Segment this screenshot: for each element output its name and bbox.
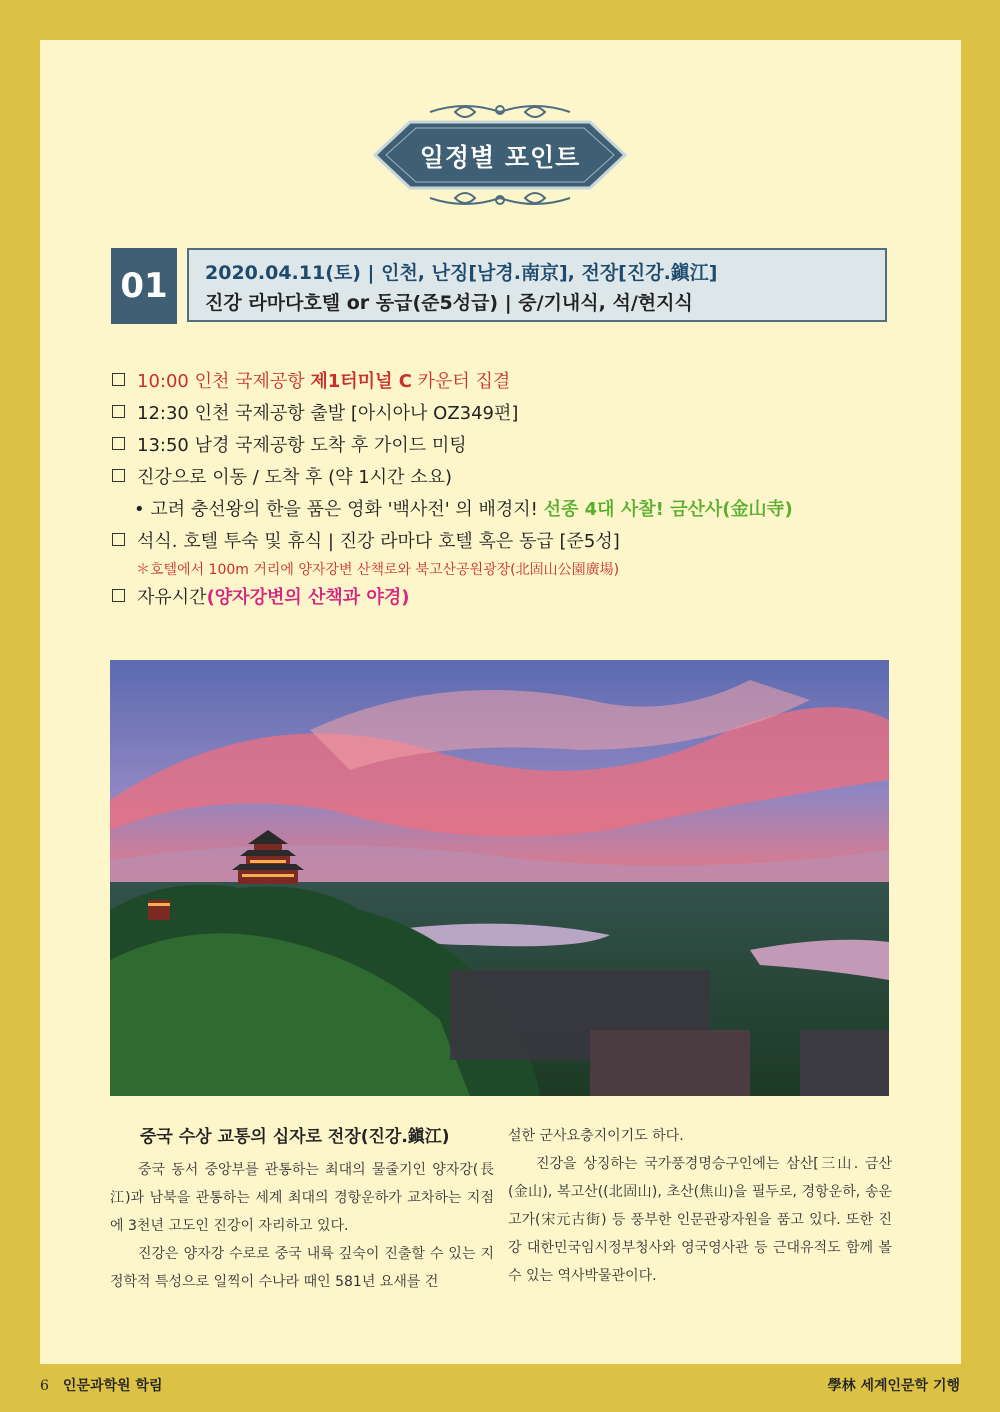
day-info-box — [187, 248, 887, 322]
day-date: 2020.04.11(토) — [205, 262, 361, 284]
checkbox-icon — [112, 589, 125, 602]
article-paragraph: 설한 군사요충지이기도 하다. — [508, 1128, 684, 1144]
schedule-item: 석식. 호텔 투숙 및 휴식 | 진강 라마다 호텔 혹은 동급 [준5성] — [112, 526, 902, 558]
page-number: 6 — [40, 1378, 49, 1394]
day-date-route — [205, 258, 885, 288]
schedule-item: 12:30 인천 국제공항 출발 [아시아나 OZ349편] — [112, 398, 902, 430]
publisher-label: 인문과학원 학림 — [62, 1378, 163, 1394]
checkbox-icon — [112, 405, 125, 418]
day-route: 인천, 난징[남경.南京], 전장[진강.鎭江] — [381, 262, 718, 284]
checkbox-icon — [112, 373, 125, 386]
checkbox-icon — [112, 533, 125, 546]
day-hotel-meals — [205, 288, 885, 318]
schedule-note: ＊호텔에서 100m 거리에 양자강변 산책로와 북고산공원광장(北固山公園廣場) — [136, 562, 620, 578]
schedule-item: 진강으로 이동 / 도착 후 (약 1시간 소요) — [112, 462, 902, 494]
separator: | — [498, 292, 519, 314]
banner-title: 일정별 포인트 — [419, 143, 581, 172]
day-hotel: 진강 라마다호텔 or 동급(준5성급) — [205, 292, 499, 314]
separator: | — [360, 262, 382, 284]
footer-left — [40, 1375, 162, 1395]
checkbox-icon — [112, 469, 125, 482]
footer-right: 學林 세계인문학 기행 — [827, 1378, 960, 1394]
schedule-item: 13:50 남경 국제공항 도착 후 가이드 미팅 — [112, 430, 902, 462]
article-paragraph: 진강은 양자강 수로로 중국 내륙 깊숙이 진출할 수 있는 지정학적 특성으로 일찍이 수나라 때인 581년 요새를 건 — [110, 1246, 494, 1290]
article-right-column — [508, 1122, 892, 1290]
schedule-bullet: • 고려 충선왕의 한을 품은 영화 '백사전' 의 배경지! 선종 4대 사찰! 금산사(金山寺) — [134, 499, 793, 520]
schedule-item: 10:00 인천 국제공항 제1터미널 C 카운터 집결 — [112, 366, 902, 398]
article-title: 중국 수상 교통의 십자로 전장(진강.鎭江) — [140, 1127, 450, 1147]
article-paragraph: 진강을 상징하는 국가풍경명승구인에는 삼산[三山. 금산(金山), 복고산((北固山), 초산(焦山)을 필두로, 경항운하, 송운고가(宋元古街) 등 풍부한 인문관광자원을 품고 있다. 또한 진강 대한민국임시정부청사와 영국영사관 등 근대유적도 함께 볼 수 있는 역사박물관이다. — [508, 1156, 892, 1284]
section-banner — [370, 100, 630, 210]
checkbox-icon — [112, 437, 125, 450]
schedule-item: 자유시간(양자강변의 산책과 야경) — [112, 582, 902, 614]
day-number-badge: 01 — [111, 248, 177, 324]
schedule-list — [112, 366, 902, 614]
article-left-column — [110, 1122, 494, 1296]
zhenjiang-sunset-photo — [110, 660, 889, 1096]
day-meals: 중/기내식, 석/현지식 — [518, 292, 693, 314]
article-paragraph: 중국 동서 중앙부를 관통하는 최대의 물줄기인 양자강(長江)과 남북을 관통하는 세계 최대의 경항운하가 교차하는 지점에 3천년 고도인 진강이 자리하고 있다. — [110, 1162, 494, 1234]
